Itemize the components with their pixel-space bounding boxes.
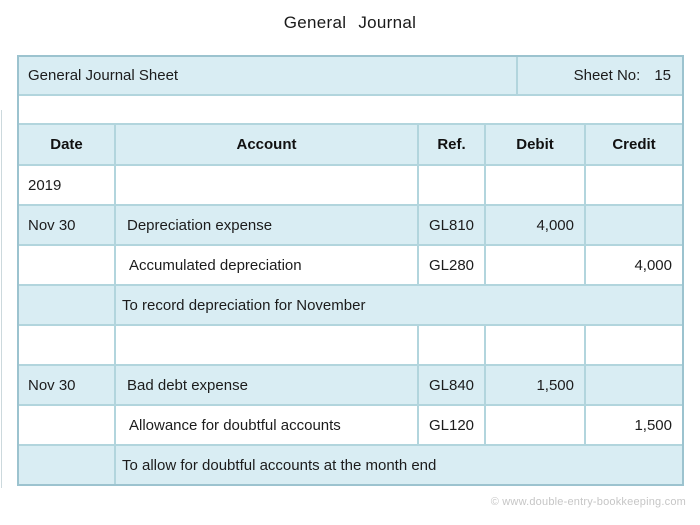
- column-header-debit: Debit: [484, 125, 584, 164]
- sheet-no-label: Sheet No:: [573, 67, 641, 84]
- column-header-date: Date: [50, 136, 83, 153]
- ref-cell: [417, 326, 484, 364]
- spacer-row: [19, 94, 682, 123]
- sheet-band-row: [19, 57, 682, 94]
- sheet-band-label: General Journal Sheet: [28, 67, 179, 84]
- date-cell: 2019: [28, 176, 62, 194]
- credit-cell: [584, 326, 682, 364]
- ref-cell: [417, 166, 484, 204]
- debit-cell: 4,000: [484, 206, 584, 244]
- sheet-number-cell: [516, 57, 682, 94]
- ref-cell: GL810: [417, 206, 484, 244]
- column-header-credit: Credit: [584, 125, 682, 164]
- journal-sheet: [17, 55, 684, 486]
- journal-row: [19, 324, 682, 364]
- date-cell: [19, 246, 114, 284]
- date-cell: [19, 406, 114, 444]
- debit-cell: 1,500: [484, 366, 584, 404]
- ref-cell: GL840: [417, 366, 484, 404]
- left-edge-rule: [1, 110, 2, 488]
- credit-cell: 1,500: [584, 406, 682, 444]
- journal-row: [19, 244, 682, 284]
- journal-row: [19, 164, 682, 204]
- journal-row: [19, 204, 682, 244]
- account-cell: Depreciation expense: [114, 206, 417, 244]
- journal-row: [19, 404, 682, 444]
- credit-cell: 4,000: [584, 246, 682, 284]
- debit-cell: [484, 326, 584, 364]
- date-cell: Nov 30: [28, 216, 76, 234]
- account-cell: Bad debt expense: [114, 366, 417, 404]
- credit-cell: [584, 366, 682, 404]
- ref-cell: GL120: [417, 406, 484, 444]
- date-cell: [19, 286, 114, 324]
- spacer-cell: [19, 96, 682, 123]
- sheet-no-value: 15: [654, 67, 671, 84]
- account-cell: [114, 166, 417, 204]
- account-cell: Accumulated depreciation: [114, 246, 417, 284]
- journal-narrative-row: [19, 284, 682, 324]
- copyright-watermark: © www.double-entry-bookkeeping.com: [490, 496, 686, 508]
- narrative-cell: To record depreciation for November: [114, 286, 682, 324]
- date-cell: Nov 30: [28, 376, 76, 394]
- narrative-cell: To allow for doubtful accounts at the month end: [114, 446, 682, 484]
- credit-cell: [584, 206, 682, 244]
- debit-cell: [484, 166, 584, 204]
- debit-cell: [484, 246, 584, 284]
- ref-cell: GL280: [417, 246, 484, 284]
- credit-cell: [584, 166, 682, 204]
- debit-cell: [484, 406, 584, 444]
- account-cell: [114, 326, 417, 364]
- column-header-ref: Ref.: [417, 125, 484, 164]
- journal-narrative-row: [19, 444, 682, 484]
- page-title: General Journal: [283, 13, 417, 32]
- date-cell: [19, 446, 114, 484]
- column-header-row: [19, 123, 682, 164]
- journal-row: [19, 364, 682, 404]
- date-cell: [19, 326, 114, 364]
- column-header-account: Account: [114, 125, 417, 164]
- account-cell: Allowance for doubtful accounts: [114, 406, 417, 444]
